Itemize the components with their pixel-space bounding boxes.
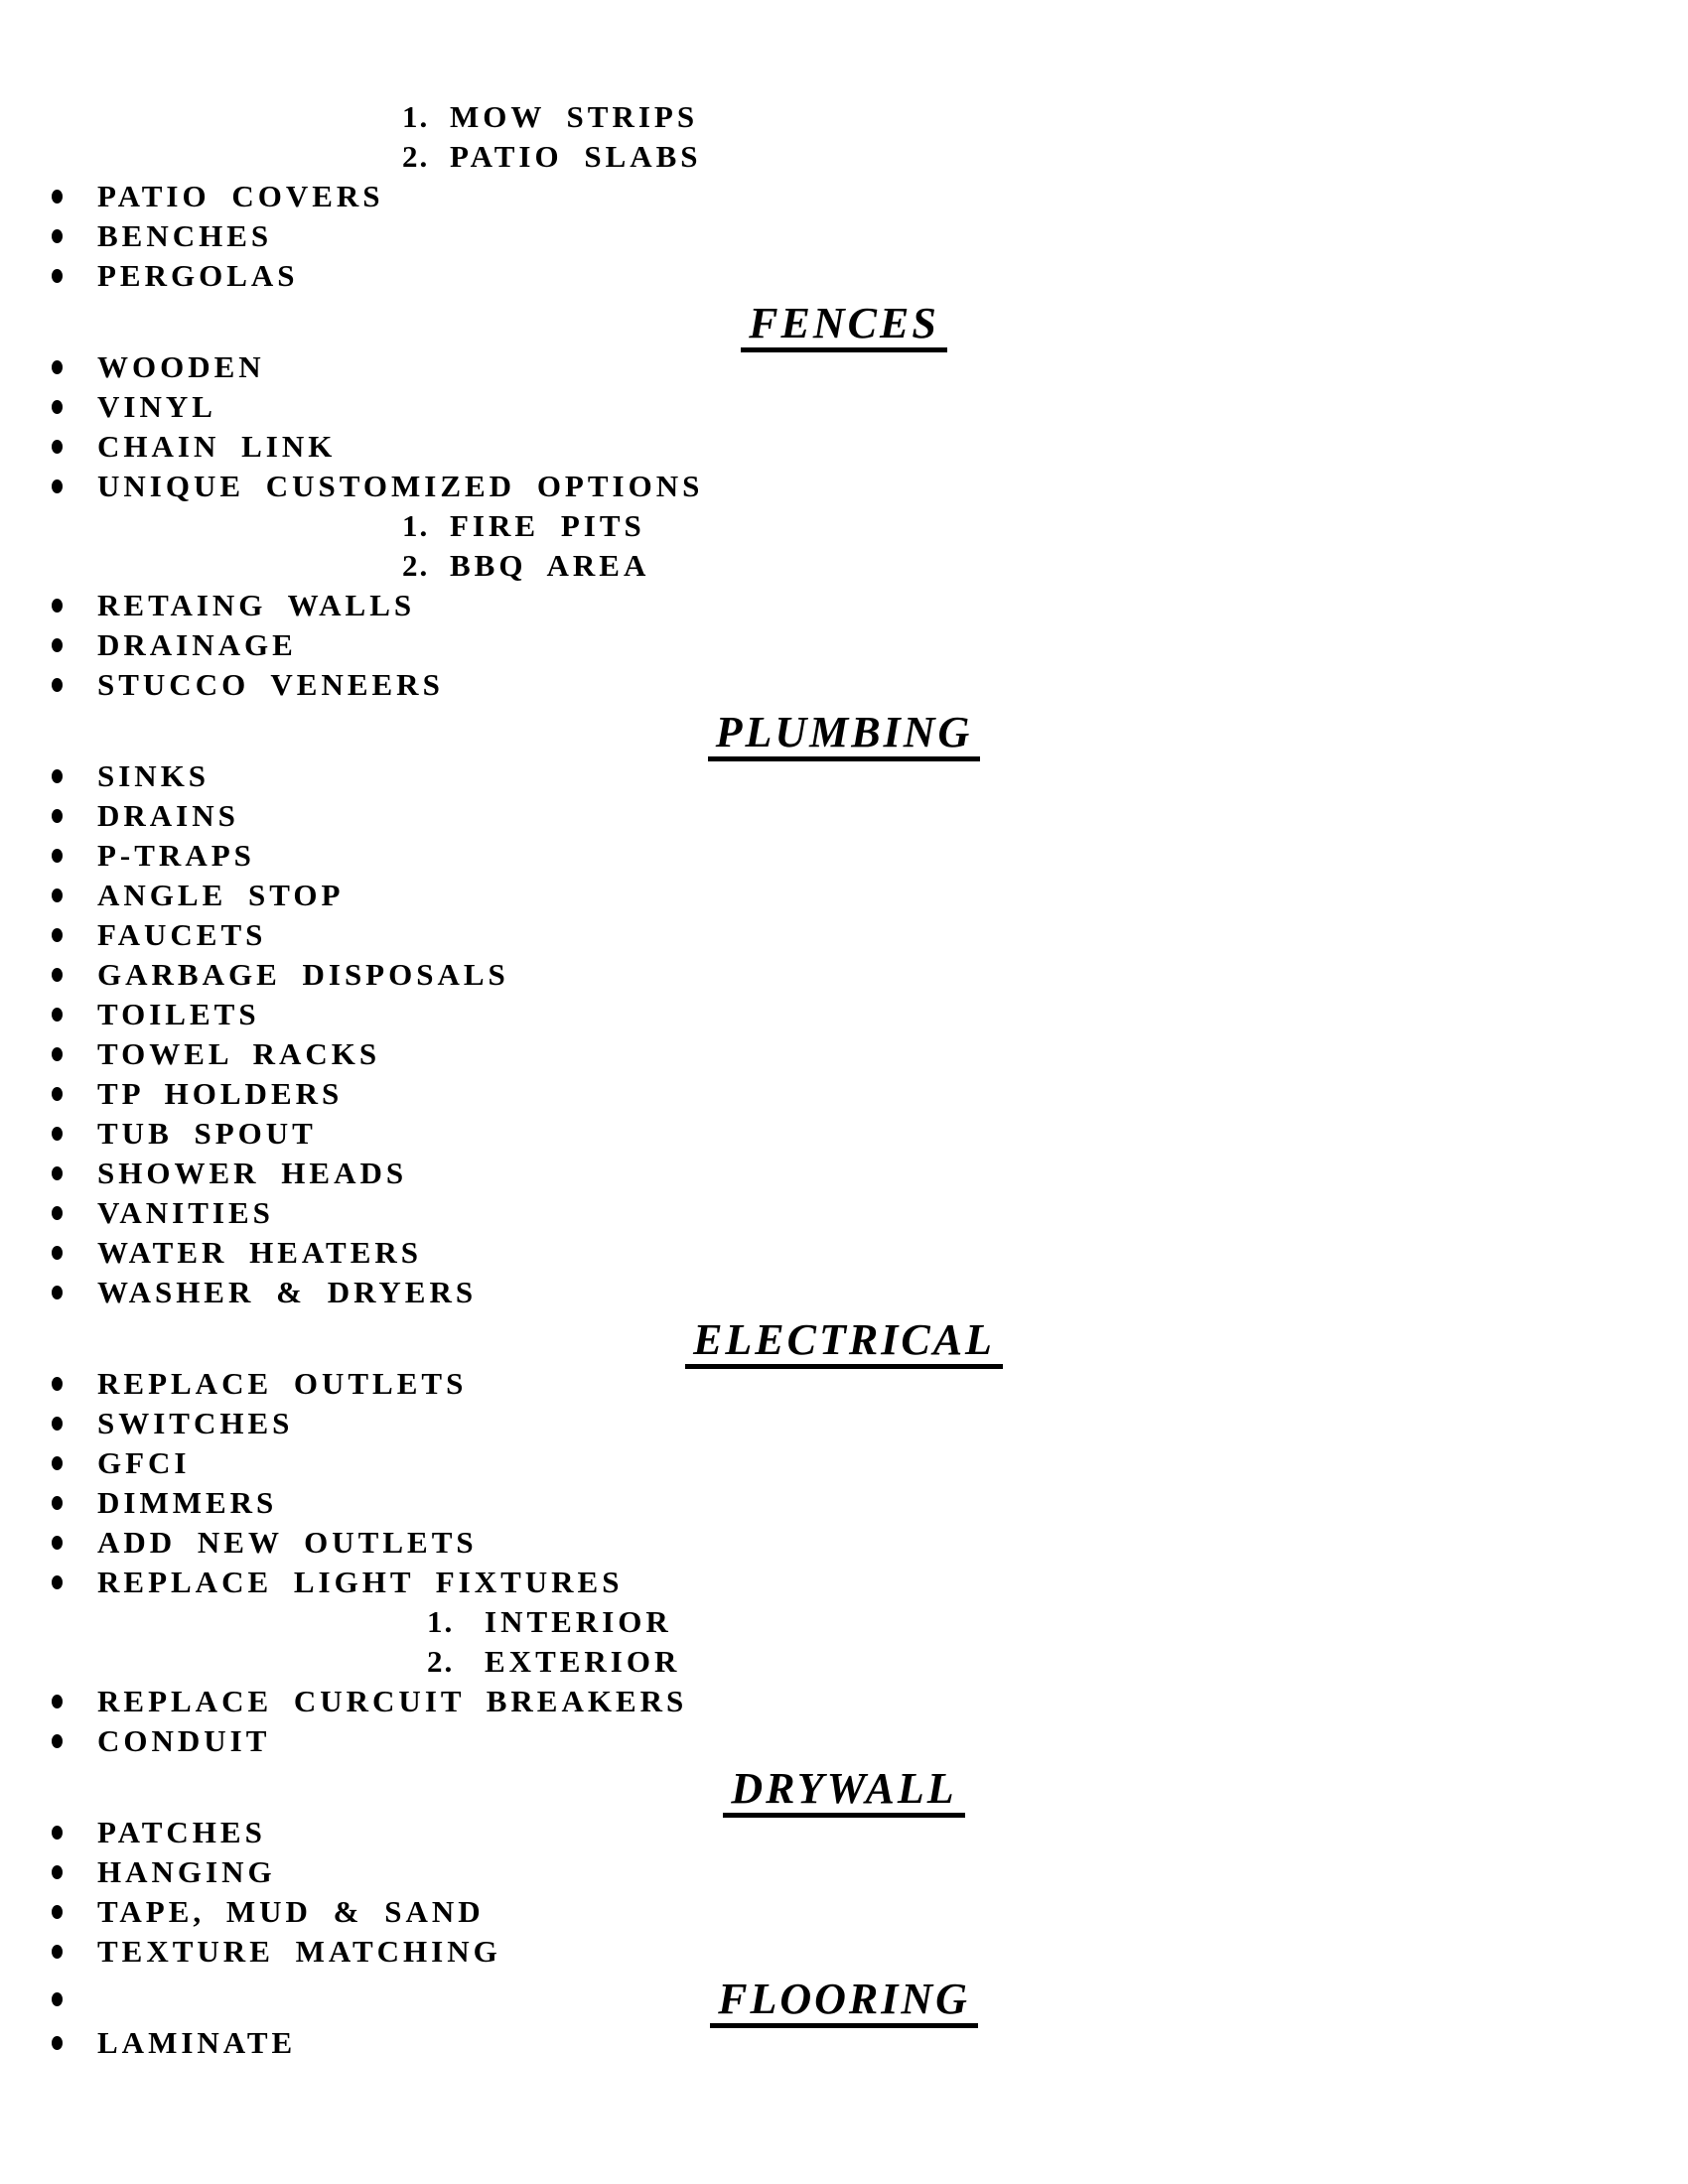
- list-item: [0, 387, 1688, 427]
- list-item: [0, 1523, 1688, 1563]
- list-item-text: ADD NEW OUTLETS: [97, 1525, 478, 1560]
- bullet-icon: [52, 638, 63, 652]
- list-item: [0, 1233, 1688, 1273]
- section-heading: [0, 709, 1688, 756]
- list-item-text: VINYL: [97, 389, 216, 424]
- numbered-item: [0, 97, 1688, 137]
- list-item-text: CHAIN LINK: [97, 429, 337, 464]
- bullet-icon: [52, 599, 63, 613]
- list-item: [0, 836, 1688, 876]
- bullet-icon: [52, 1127, 63, 1141]
- bullet-icon: [52, 1575, 63, 1589]
- bullet-icon: [52, 928, 63, 942]
- list-item-text: TEXTURE MATCHING: [97, 1934, 501, 1969]
- list-item-text: REPLACE OUTLETS: [97, 1366, 468, 1401]
- list-item-text: RETAING WALLS: [97, 588, 416, 622]
- section-heading-text: FLOORING: [710, 1978, 978, 2028]
- bullet-icon: [52, 440, 63, 454]
- list-item: [0, 1154, 1688, 1193]
- bullet-icon: [52, 968, 63, 982]
- section-heading: [0, 1976, 1688, 2023]
- bullet-icon: [52, 1826, 63, 1840]
- bullet-icon: [52, 1087, 63, 1101]
- numbered-item-text: EXTERIOR: [485, 1644, 681, 1679]
- document-body: [0, 97, 1688, 2063]
- list-item: [0, 955, 1688, 995]
- section-heading-text: PLUMBING: [708, 711, 981, 761]
- bullet-icon: [52, 809, 63, 823]
- list-item: [0, 796, 1688, 836]
- numbered-item: [0, 1642, 1688, 1682]
- list-item: [0, 1193, 1688, 1233]
- numbered-item: [0, 506, 1688, 546]
- list-item: [0, 427, 1688, 467]
- list-item-text: SHOWER HEADS: [97, 1156, 408, 1190]
- list-item-text: TOWEL RACKS: [97, 1036, 381, 1071]
- numbered-item-text: PATIO SLABS: [450, 139, 702, 174]
- item-number: 2.: [402, 548, 430, 583]
- list-item-text: LAMINATE: [97, 2025, 297, 2060]
- list-item-text: DIMMERS: [97, 1485, 278, 1520]
- list-item-text: SINKS: [97, 758, 211, 793]
- list-item-text: WASHER & DRYERS: [97, 1275, 478, 1309]
- list-item-text: CONDUIT: [97, 1723, 271, 1758]
- list-item: [0, 876, 1688, 915]
- bullet-icon: [52, 1905, 63, 1919]
- bullet-icon: [52, 360, 63, 374]
- list-item-text: ANGLE STOP: [97, 878, 345, 912]
- bullet-icon: [52, 769, 63, 783]
- list-item: [0, 347, 1688, 387]
- list-item-text: SWITCHES: [97, 1406, 294, 1440]
- list-item-text: TP HOLDERS: [97, 1076, 344, 1111]
- list-item: [0, 665, 1688, 705]
- list-item: [0, 2023, 1688, 2063]
- section-heading-text: ELECTRICAL: [685, 1318, 1003, 1369]
- bullet-icon: [52, 1166, 63, 1180]
- bullet-icon: [52, 1047, 63, 1061]
- list-item: [0, 1404, 1688, 1443]
- list-item: [0, 256, 1688, 296]
- list-item: [0, 177, 1688, 216]
- list-item-text: BENCHES: [97, 218, 273, 253]
- numbered-item: [0, 1602, 1688, 1642]
- list-item: [0, 1682, 1688, 1721]
- list-item-text: DRAINS: [97, 798, 239, 833]
- section-heading-text: DRYWALL: [723, 1767, 964, 1818]
- list-item: [0, 915, 1688, 955]
- item-number: 1.: [402, 508, 430, 543]
- bullet-icon: [52, 888, 63, 902]
- numbered-item-text: FIRE PITS: [450, 508, 645, 543]
- list-item-text: REPLACE CURCUIT BREAKERS: [97, 1684, 688, 1718]
- bullet-icon: [52, 1206, 63, 1220]
- list-item: [0, 1721, 1688, 1761]
- list-item: [0, 1114, 1688, 1154]
- bullet-icon: [52, 1246, 63, 1260]
- list-item-text: UNIQUE CUSTOMIZED OPTIONS: [97, 469, 704, 503]
- bullet-icon: [52, 1496, 63, 1510]
- list-item-text: GARBAGE DISPOSALS: [97, 957, 509, 992]
- bullet-icon: [52, 1536, 63, 1550]
- list-item-text: PATCHES: [97, 1815, 266, 1849]
- item-number: 2.: [427, 1644, 455, 1679]
- bullet-icon: [52, 849, 63, 863]
- bullet-icon: [52, 2036, 63, 2050]
- empty-bullet-icon: [52, 1992, 63, 2006]
- bullet-icon: [52, 1945, 63, 1959]
- bullet-icon: [52, 1417, 63, 1431]
- numbered-item: [0, 137, 1688, 177]
- list-item: [0, 216, 1688, 256]
- list-item-text: FAUCETS: [97, 917, 267, 952]
- list-item: [0, 1034, 1688, 1074]
- bullet-icon: [52, 1734, 63, 1748]
- bullet-icon: [52, 1695, 63, 1708]
- numbered-item-text: INTERIOR: [485, 1604, 672, 1639]
- list-item: [0, 1932, 1688, 1972]
- numbered-item-text: MOW STRIPS: [450, 99, 699, 134]
- bullet-icon: [52, 400, 63, 414]
- list-item: [0, 586, 1688, 625]
- list-item: [0, 1364, 1688, 1404]
- section-heading: [0, 1765, 1688, 1813]
- list-item: [0, 1074, 1688, 1114]
- list-item-text: STUCCO VENEERS: [97, 667, 444, 702]
- list-item: [0, 1892, 1688, 1932]
- section-heading: [0, 300, 1688, 347]
- list-item-text: TOILETS: [97, 997, 260, 1031]
- bullet-icon: [52, 1456, 63, 1470]
- list-item-text: VANITIES: [97, 1195, 274, 1230]
- list-item: [0, 1443, 1688, 1483]
- list-item: [0, 467, 1688, 506]
- list-item: [0, 756, 1688, 796]
- list-item-text: PERGOLAS: [97, 258, 299, 293]
- bullet-icon: [52, 1865, 63, 1879]
- bullet-icon: [52, 479, 63, 493]
- item-number: 1.: [402, 99, 430, 134]
- list-item-text: REPLACE LIGHT FIXTURES: [97, 1565, 624, 1599]
- list-item-text: WOODEN: [97, 349, 265, 384]
- numbered-item: [0, 546, 1688, 586]
- list-item: [0, 995, 1688, 1034]
- list-item-text: HANGING: [97, 1854, 276, 1889]
- section-heading: [0, 1316, 1688, 1364]
- list-item-text: P-TRAPS: [97, 838, 255, 873]
- bullet-icon: [52, 269, 63, 283]
- bullet-icon: [52, 678, 63, 692]
- list-item: [0, 625, 1688, 665]
- list-item: [0, 1563, 1688, 1602]
- bullet-icon: [52, 1286, 63, 1299]
- bullet-icon: [52, 190, 63, 204]
- list-item-text: DRAINAGE: [97, 627, 297, 662]
- section-heading-text: FENCES: [741, 302, 947, 352]
- list-item: [0, 1483, 1688, 1523]
- list-item-text: GFCI: [97, 1445, 191, 1480]
- bullet-icon: [52, 229, 63, 243]
- list-item: [0, 1273, 1688, 1312]
- numbered-item-text: BBQ AREA: [450, 548, 650, 583]
- list-item-text: TUB SPOUT: [97, 1116, 317, 1151]
- item-number: 2.: [402, 139, 430, 174]
- list-item-text: PATIO COVERS: [97, 179, 384, 213]
- list-item-text: WATER HEATERS: [97, 1235, 422, 1270]
- item-number: 1.: [427, 1604, 455, 1639]
- bullet-icon: [52, 1377, 63, 1391]
- list-item-text: TAPE, MUD & SAND: [97, 1894, 485, 1929]
- list-item: [0, 1813, 1688, 1852]
- list-item: [0, 1852, 1688, 1892]
- bullet-icon: [52, 1008, 63, 1022]
